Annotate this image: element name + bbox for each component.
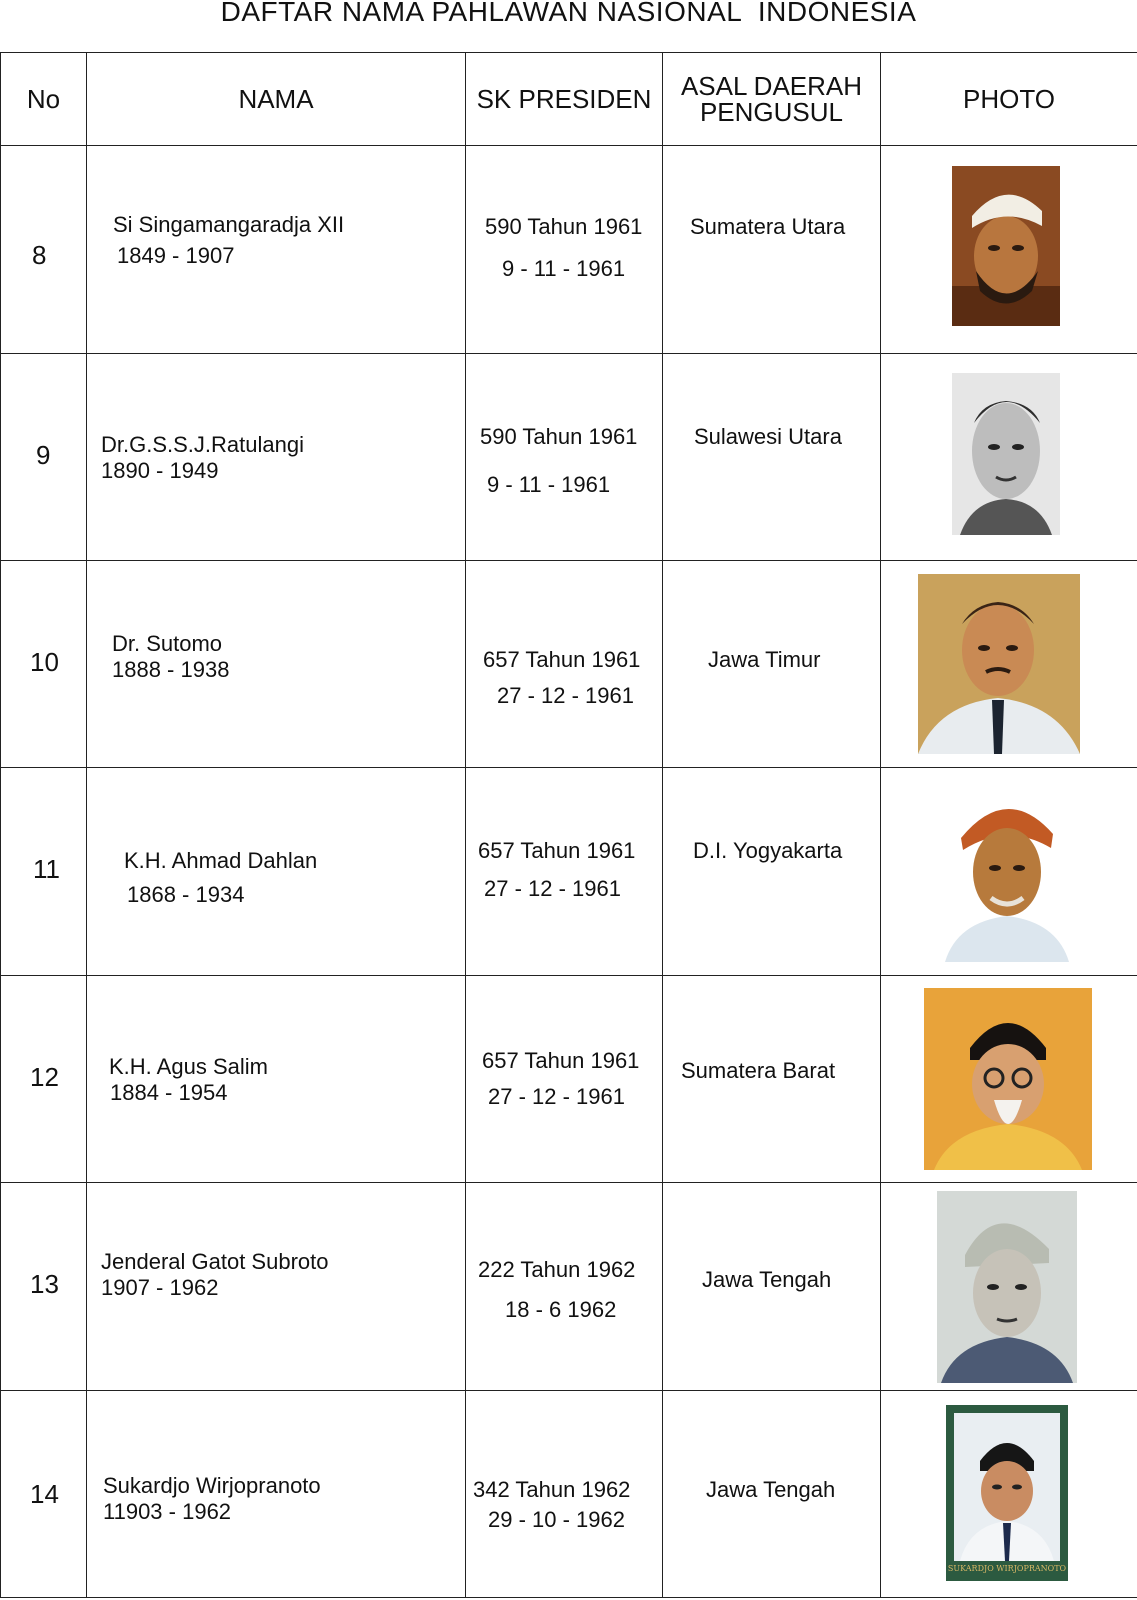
hero-years: 1868 - 1934 <box>127 882 245 908</box>
row-number: 10 <box>30 646 59 677</box>
hero-name: K.H. Ahmad Dahlan <box>124 848 318 874</box>
portrait-turban-icon <box>952 166 1060 326</box>
row-number: 12 <box>30 1061 59 1092</box>
sk-date: 9 - 11 - 1961 <box>487 471 611 497</box>
hero-years: 1907 - 1962 <box>101 1275 219 1301</box>
cell-region <box>663 1390 881 1597</box>
sk-date: 18 - 6 1962 <box>505 1297 617 1323</box>
row-number: 13 <box>30 1269 59 1300</box>
cell-no <box>1 146 87 353</box>
table-row <box>1 1390 1137 1597</box>
sk-number: 342 Tahun 1962 <box>473 1476 631 1502</box>
row-number: 11 <box>33 854 60 885</box>
cell-no <box>1 975 87 1182</box>
portrait-military-cap-icon <box>937 1191 1077 1383</box>
sk-number: 590 Tahun 1961 <box>480 423 638 449</box>
sk-number: 657 Tahun 1961 <box>482 1047 640 1073</box>
portrait-turban-orange-icon <box>935 782 1079 962</box>
cell-sk <box>466 768 663 975</box>
sk-number: 657 Tahun 1961 <box>478 838 636 864</box>
sk-date: 9 - 11 - 1961 <box>502 256 626 282</box>
cell-photo <box>881 1183 1137 1390</box>
region-text: Sumatera Utara <box>690 214 846 240</box>
hero-years: 1890 - 1949 <box>101 457 219 483</box>
sk-number: 222 Tahun 1962 <box>478 1257 636 1283</box>
cell-no <box>1 560 87 767</box>
cell-sk <box>466 353 663 560</box>
cell-no <box>1 353 87 560</box>
table-row <box>1 560 1137 767</box>
cell-photo <box>881 1390 1137 1597</box>
cell-sk <box>466 975 663 1182</box>
cell-region <box>663 146 881 353</box>
hero-name: Sukardjo Wirjopranoto <box>103 1472 321 1498</box>
cell-photo <box>881 560 1137 767</box>
cell-nama <box>87 560 466 767</box>
header-sk-presiden: SK PRESIDEN <box>466 53 663 146</box>
heroes-table <box>0 52 1137 1598</box>
header-no: No <box>1 53 87 146</box>
cell-photo <box>881 768 1137 975</box>
header-nama: NAMA <box>87 53 466 146</box>
sk-date: 29 - 10 - 1962 <box>488 1506 625 1532</box>
portrait-peci-glasses-icon <box>924 988 1092 1170</box>
cell-nama <box>87 768 466 975</box>
region-text: D.I. Yogyakarta <box>693 838 843 864</box>
table-row <box>1 1183 1137 1390</box>
cell-nama <box>87 353 466 560</box>
page-title: DAFTAR NAMA PAHLAWAN NASIONAL INDONESIA <box>220 0 917 27</box>
cell-photo <box>881 353 1137 560</box>
cell-sk <box>466 146 663 353</box>
sk-number: 657 Tahun 1961 <box>483 646 641 672</box>
table-row <box>1 353 1137 560</box>
cell-region <box>663 768 881 975</box>
header-asal-daerah <box>663 53 881 146</box>
region-text: Jawa Timur <box>708 646 821 672</box>
hero-name: K.H. Agus Salim <box>109 1053 268 1079</box>
table-row <box>1 768 1137 975</box>
header-photo: PHOTO <box>881 53 1137 146</box>
cell-photo <box>881 975 1137 1182</box>
cell-no <box>1 1183 87 1390</box>
header-asal-line1: ASAL DAERAH <box>680 71 863 102</box>
hero-name: Dr. Sutomo <box>112 630 223 656</box>
portrait-framed-icon <box>946 1405 1068 1581</box>
cell-no <box>1 1390 87 1597</box>
sk-date: 27 - 12 - 1961 <box>484 876 621 902</box>
table-row <box>1 146 1137 353</box>
cell-region <box>663 560 881 767</box>
cell-region <box>663 975 881 1182</box>
portrait-suit-icon <box>918 574 1080 754</box>
hero-years: 1849 - 1907 <box>117 243 235 269</box>
cell-sk <box>466 560 663 767</box>
cell-sk <box>466 1183 663 1390</box>
cell-nama <box>87 1390 466 1597</box>
cell-nama <box>87 146 466 353</box>
cell-sk <box>466 1390 663 1597</box>
sk-number: 590 Tahun 1961 <box>485 214 643 240</box>
sk-date: 27 - 12 - 1961 <box>488 1083 625 1109</box>
row-number: 9 <box>36 439 51 470</box>
hero-name: Dr.G.S.S.J.Ratulangi <box>101 431 304 457</box>
cell-nama <box>87 975 466 1182</box>
hero-years: 1884 - 1954 <box>110 1079 228 1105</box>
region-text: Jawa Tengah <box>706 1476 836 1502</box>
row-number: 14 <box>30 1478 59 1509</box>
cell-no <box>1 768 87 975</box>
region-text: Jawa Tengah <box>702 1267 832 1293</box>
header-asal-line2: PENGUSUL <box>699 97 844 128</box>
hero-name: Si Singamangaradja XII <box>113 212 345 238</box>
table-row <box>1 975 1137 1182</box>
photo-caption: SUKARDJO WIRJOPRANOTO <box>947 1563 1067 1573</box>
portrait-bw-icon <box>952 373 1060 535</box>
cell-region <box>663 1183 881 1390</box>
hero-years: 1888 - 1938 <box>112 656 230 682</box>
sk-date: 27 - 12 - 1961 <box>497 682 634 708</box>
table-header-row <box>1 53 1137 146</box>
hero-years: 11903 - 1962 <box>103 1498 232 1524</box>
cell-nama <box>87 1183 466 1390</box>
cell-photo <box>881 146 1137 353</box>
region-text: Sulawesi Utara <box>694 423 842 449</box>
hero-name: Jenderal Gatot Subroto <box>101 1249 329 1275</box>
row-number: 8 <box>32 240 47 271</box>
cell-region <box>663 353 881 560</box>
region-text: Sumatera Barat <box>681 1057 836 1083</box>
